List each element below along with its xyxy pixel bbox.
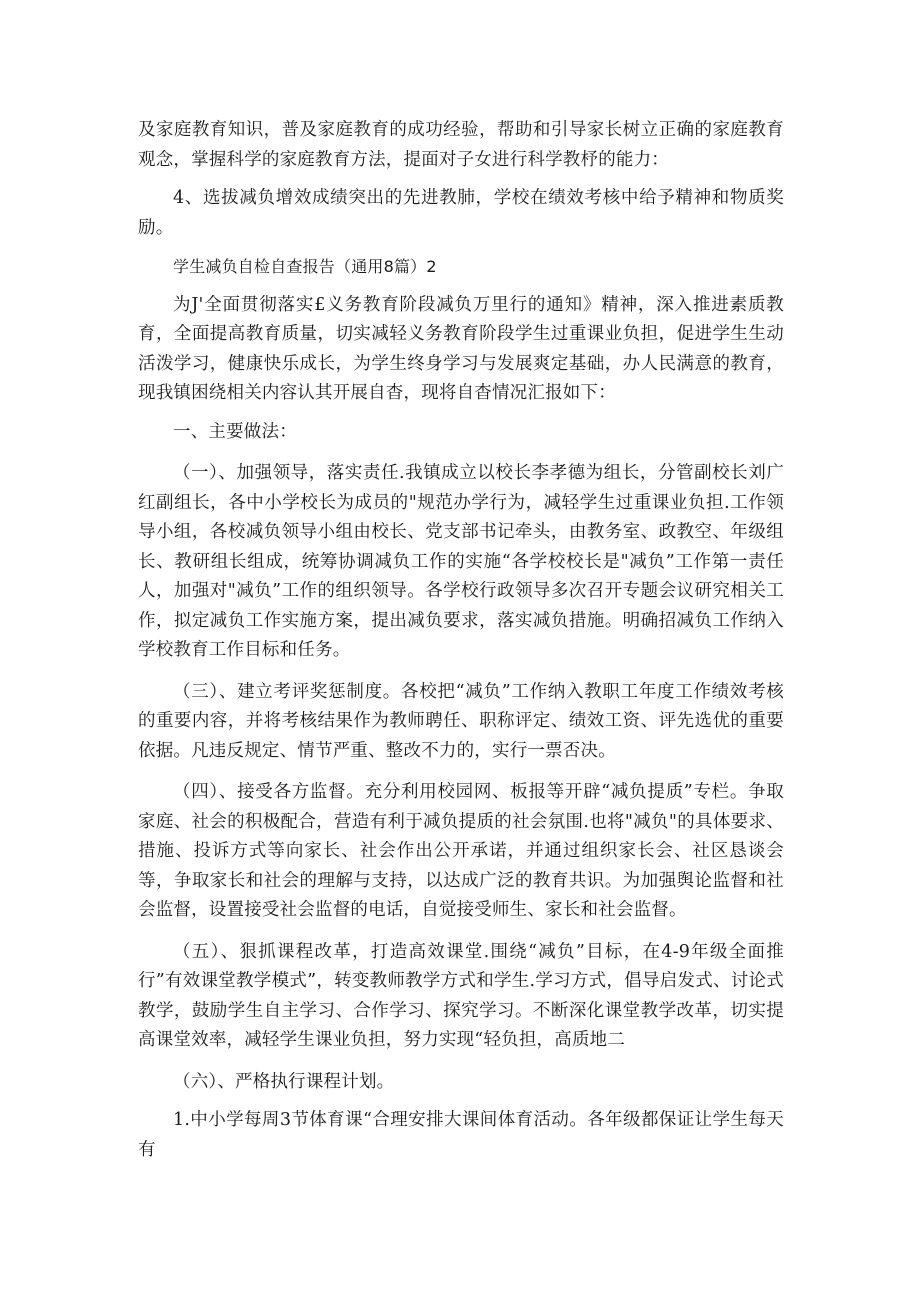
paragraph-section-6-curriculum-plan: （六）、严格执行课程计划。: [173, 1071, 395, 1092]
paragraph-item-1-physical-education: 1.中小学每周3节体育课“合理安排大课间体育活动。各年级都保证让学生每天有: [138, 1110, 784, 1160]
section-heading-main-practices: 一、主要做法：: [173, 421, 297, 442]
paragraph-introduction: 为J'全面贯彻落实£义务教育阶段减负万里行的通知》精神，深入推进素质教育，全面提高教育质量，切实减轻义务教育阶段学生过重课业负担，促进学生生动活泼学习，健康快乐成长，为学生终身学习与发展爽定基础，办人民满意的教育，现我镇困绕相关内容认其开展自杳，现将自杳情况汇报如下：: [138, 294, 784, 403]
paragraph-item-4-reward: 4、选拔减负增效成绩突出的先进教肺，学校在绩效考核中给予精神和物质奖励。: [138, 188, 784, 238]
paragraph-section-3-evaluation: （三）、建立考评奖惩制度。各校把“减负”工作纳入教职工年度工作绩效考核的重要内容，并将考核结果作为教师聘任、职称评定、绩效工资、评先选优的重要依据。凡违反规定、情节严重、整改不力的，实行一票否决。: [138, 681, 784, 761]
paragraph-section-1-leadership: （一）、加强领导，落实责任.我镇成立以校长李孝德为组长，分管副校长刘广红副组长，各中小学校长为成员的"规范办学行为，减轻学生过重课业负担.工作领导小组，各校减负领导小组由校长、党支部书记牵头，由教务室、政教空、年级组长、教研组长组成，统筹协调减负工作的实施“各学校校长是"减负”工作第一责任人，加强对"减负”工作的组织领导。各学校行政领导多次召开专题会议研究相关工作，拟定减负工作实施方案，提出减负要求，落实减负措施。明确招减负工作纳入学校教育工作目标和任务。: [138, 463, 784, 660]
paragraph-section-4-supervision: （四）、接受各方监督。充分利用校园网、板报等开辟“减负提质”专栏。争取家庭、社会的积极配合，营造有利于减负提质的社会氛围.也将"减负"的具体要求、措施、投诉方式等向家长、社会作出公开承诺，并通过组织家长会、社区恳谈会等，争取家长和社会的理解与支持，以达成广泛的教育共识。为加强舆论监督和社会监督，设置接受社会监督的电话，自觉接受师生、家长和社会监督。: [138, 782, 784, 920]
paragraph-family-education: 及家庭教育知识，普及家庭教育的成功经验，帮助和引导家长树立正确的家庭教育观念，掌握科学的家庭教育方法，提面对子女进行科学教杼的能力：: [138, 120, 784, 170]
report-title: 学生减负自检自查报告（通用8篇）2: [173, 257, 437, 276]
paragraph-section-5-curriculum-reform: （五）、狠抓课程改革，打造高效课堂.围绕“减负”目标，在4-9年级全面推行”有效课堂教学模式”，转变教师教学方式和学生.学习方式，倡导启发式、讨论式教学，鼓励学生自主学习、合作学习、探究学习。不断深化课堂教学改革，切实提高课堂效率，减轻学生课业负担，努力实现“轻负担，高质地二: [138, 941, 784, 1050]
